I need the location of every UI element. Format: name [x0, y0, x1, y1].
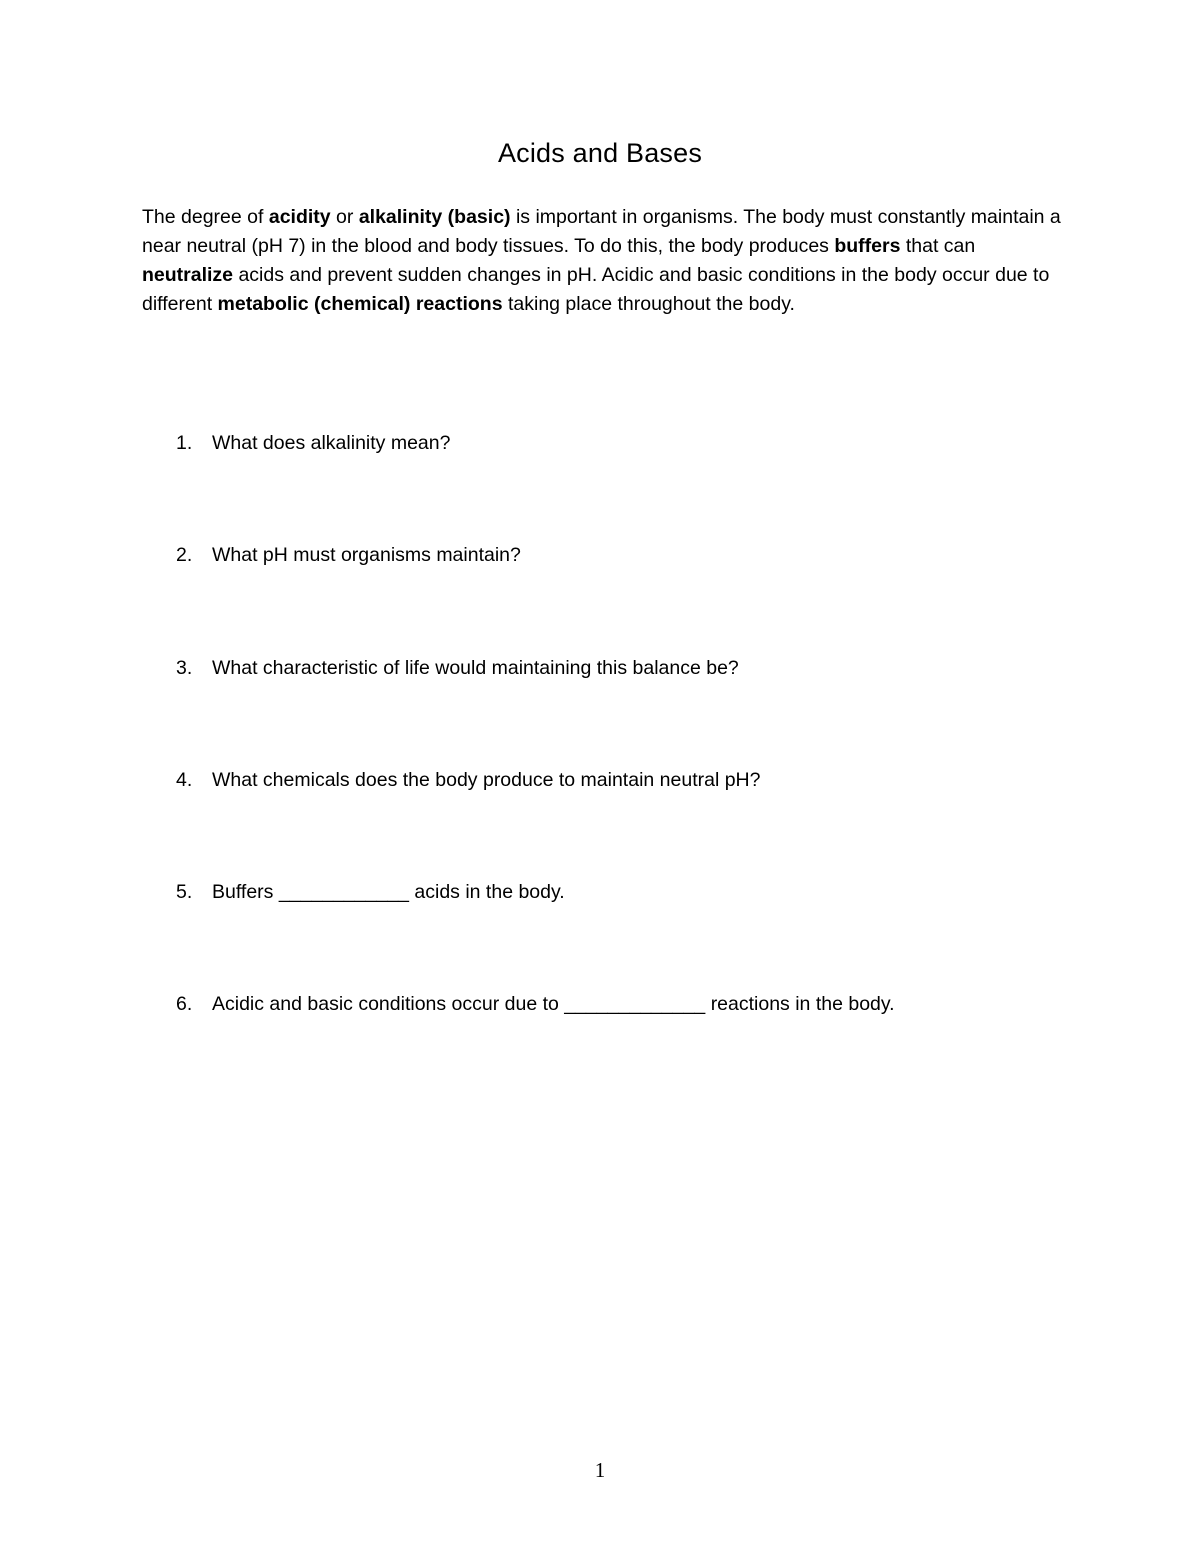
intro-text: acids and prevent sudden changes in pH. Acidic and basic conditions in the body occur due to different	[142, 264, 1050, 315]
page-number: 1	[594, 1458, 606, 1482]
question-list	[142, 429, 1062, 1103]
question-number: 3.	[176, 656, 193, 679]
intro-text: is important in organisms. The body must constantly maintain a near neutral (pH 7) in the blood and body tissues. To do this, the body produces	[142, 206, 1061, 257]
question-item	[142, 429, 1062, 541]
question-text: What chemicals does the body produce to maintain neutral pH?	[212, 768, 761, 791]
question-item	[142, 654, 1062, 766]
intro-bold-term: buffers	[834, 235, 901, 257]
question-text: What pH must organisms maintain?	[212, 544, 521, 567]
page-title: Acids and Bases	[497, 138, 703, 168]
intro-bold-term: acidity	[268, 206, 331, 228]
intro-text: that can	[900, 235, 976, 257]
question-number: 1.	[176, 432, 193, 454]
question-item	[142, 766, 1062, 878]
question-item	[142, 878, 1062, 990]
question-text: Acidic and basic conditions occur due to _____________ reactions in the body.	[212, 993, 895, 1016]
intro-text: or	[330, 206, 359, 228]
question-text: Buffers ____________ acids in the body.	[212, 881, 565, 904]
question-number: 5.	[176, 881, 193, 904]
question-number: 4.	[176, 768, 193, 791]
intro-bold-term: neutralize	[142, 264, 234, 286]
intro-bold-term: metabolic (chemical) reactions	[217, 293, 503, 315]
question-item	[142, 541, 1062, 653]
question-number: 2.	[176, 544, 193, 567]
intro-text: The degree of	[142, 206, 269, 228]
question-item	[142, 990, 1062, 1102]
intro-text: taking place throughout the body.	[502, 293, 795, 315]
question-text: What does alkalinity mean?	[212, 432, 451, 454]
intro-paragraph	[142, 203, 1062, 319]
question-number: 6.	[176, 993, 193, 1016]
question-text: What characteristic of life would maintaining this balance be?	[212, 656, 739, 679]
intro-bold-term: alkalinity (basic)	[358, 206, 511, 228]
